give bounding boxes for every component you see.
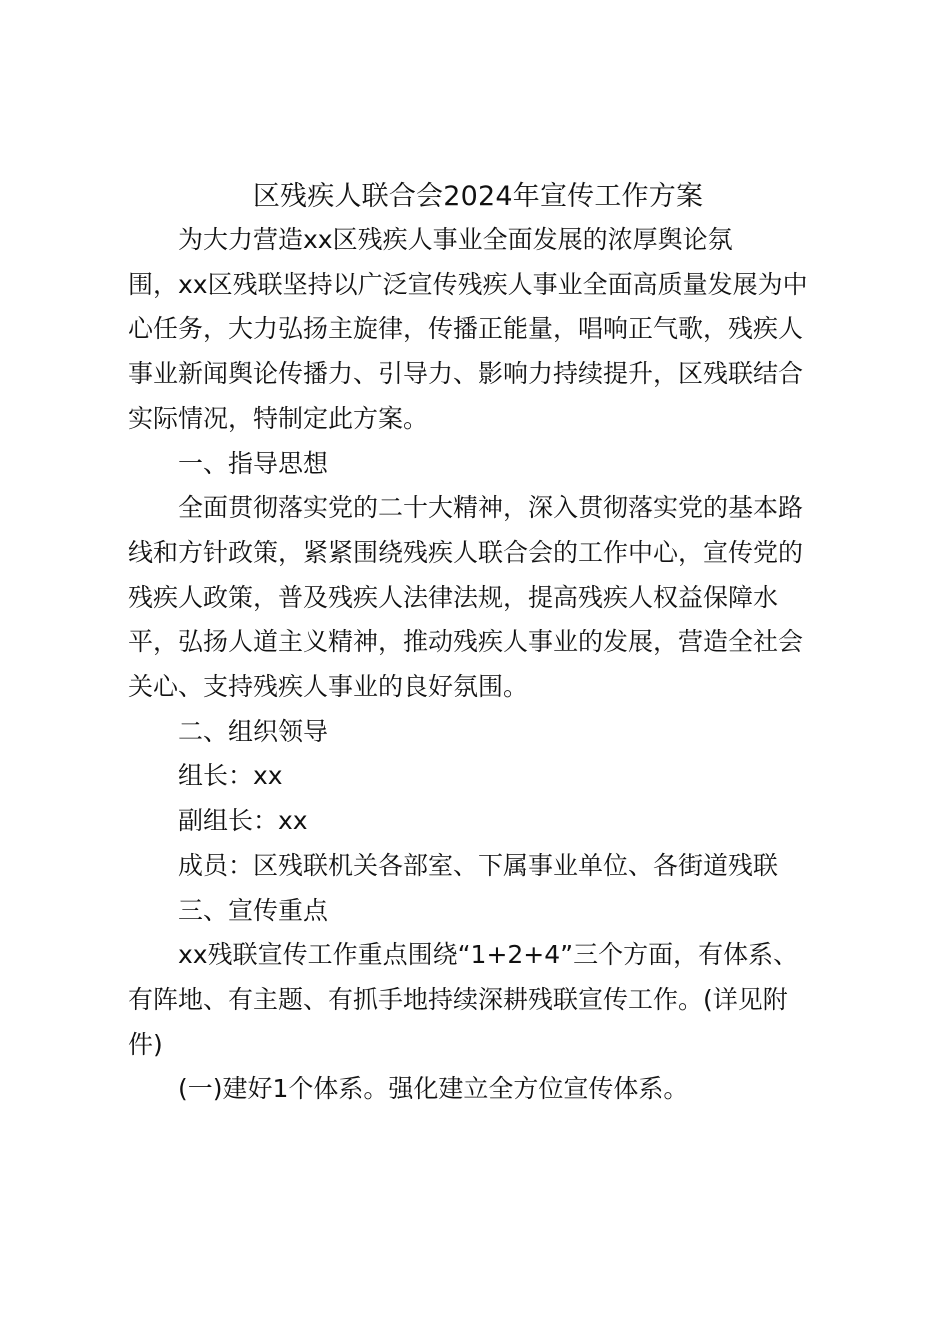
members-line: 成员：区残联机关各部室、下属事业单位、各街道残联 xyxy=(178,850,779,880)
text-line: 平，弘扬人道主义精神，推动残疾人事业的发展，营造全社会 xyxy=(128,627,804,657)
text-line: 有阵地、有主题、有抓手地持续深耕残联宣传工作。(详见附 xyxy=(128,984,788,1014)
section-heading-organization: 二、组织领导 xyxy=(178,716,329,746)
text-line: xx残联宣传工作重点围绕“1+2+4”三个方面，有体系、 xyxy=(178,940,799,970)
document-page xyxy=(128,172,828,1112)
text-line: 为大力营造xx区残疾人事业全面发展的浓厚舆论氛 xyxy=(178,225,733,254)
text-line: 关心、支持残疾人事业的良好氛围。 xyxy=(128,672,529,702)
text-line: 全面贯彻落实党的二十大精神，深入贯彻落实党的基本路 xyxy=(178,493,804,523)
text-line: 残疾人政策，普及残疾人法律法规，提高残疾人权益保障水 xyxy=(128,582,779,612)
section-heading-publicity-focus: 三、宣传重点 xyxy=(178,895,329,925)
intro-paragraph xyxy=(128,218,828,442)
guiding-ideology-paragraph xyxy=(128,486,828,710)
text-line: 心任务，大力弘扬主旋律，传播正能量，唱响正气歌，残疾人 xyxy=(128,314,804,344)
text-line: 事业新闻舆论传播力、引导力、影响力持续提升，区残联结合 xyxy=(128,359,804,389)
publicity-focus-paragraph xyxy=(128,933,828,1067)
text-line: 实际情况，特制定此方案。 xyxy=(128,403,429,433)
vice-leader-line: 副组长：xx xyxy=(178,806,308,836)
text-line: 线和方针政策，紧紧围绕残疾人联合会的工作中心，宣传党的 xyxy=(128,537,804,567)
item-one-line: (一)建好1个体系。强化建立全方位宣传体系。 xyxy=(178,1074,689,1104)
leader-line: 组长：xx xyxy=(178,761,283,791)
section-heading-guiding-ideology: 一、指导思想 xyxy=(178,448,329,478)
document-title: 区残疾人联合会2024年宣传工作方案 xyxy=(252,181,704,212)
text-line: 围，xx区残联坚持以广泛宣传残疾人事业全面高质量发展为中 xyxy=(128,269,808,299)
text-line: 件) xyxy=(128,1029,163,1059)
